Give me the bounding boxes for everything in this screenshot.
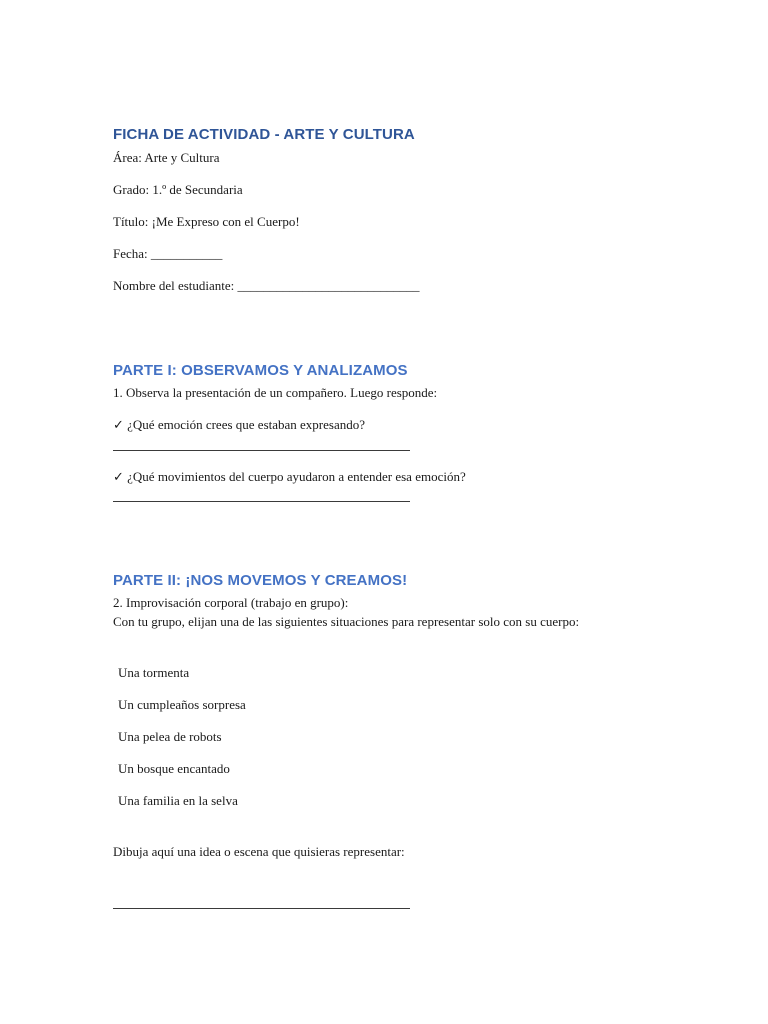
situation-item: Una pelea de robots bbox=[118, 729, 222, 744]
part1-question: ✓ ¿Qué emoción crees que estaban expresando? bbox=[113, 417, 366, 432]
area-field: Área: Arte y Cultura bbox=[113, 150, 220, 165]
part1-instruction: 1. Observa la presentación de un compañero. Luego responde: bbox=[113, 385, 438, 400]
part2-instruction-detail: Con tu grupo, elijan una de las siguientes situaciones para representar solo con su cuerpo: bbox=[113, 614, 580, 629]
part2-instruction: 2. Improvisación corporal (trabajo en grupo): bbox=[113, 595, 349, 610]
fecha-field: Fecha: ___________ bbox=[113, 246, 223, 261]
nombre-field: Nombre del estudiante: ____________________________ bbox=[113, 278, 420, 293]
part1-heading: PARTE I: OBSERVAMOS Y ANALIZAMOS bbox=[113, 362, 408, 379]
grado-field: Grado: 1.º de Secundaria bbox=[113, 182, 243, 197]
situation-item: Una familia en la selva bbox=[118, 793, 238, 808]
situation-item: Un cumpleaños sorpresa bbox=[118, 697, 246, 712]
document-title: FICHA DE ACTIVIDAD - ARTE Y CULTURA bbox=[113, 126, 415, 143]
situation-item: Un bosque encantado bbox=[118, 761, 230, 776]
part2-heading: PARTE II: ¡NOS MOVEMOS Y CREAMOS! bbox=[113, 572, 408, 589]
situation-item: Una tormenta bbox=[118, 665, 190, 680]
answer-line bbox=[113, 501, 410, 502]
drawing-line bbox=[113, 908, 410, 909]
answer-line bbox=[113, 450, 410, 451]
draw-prompt: Dibuja aquí una idea o escena que quisieras representar: bbox=[113, 844, 405, 859]
part1-question: ✓ ¿Qué movimientos del cuerpo ayudaron a entender esa emoción? bbox=[113, 469, 466, 484]
document-page bbox=[113, 0, 753, 1024]
titulo-field: Título: ¡Me Expreso con el Cuerpo! bbox=[113, 214, 300, 229]
